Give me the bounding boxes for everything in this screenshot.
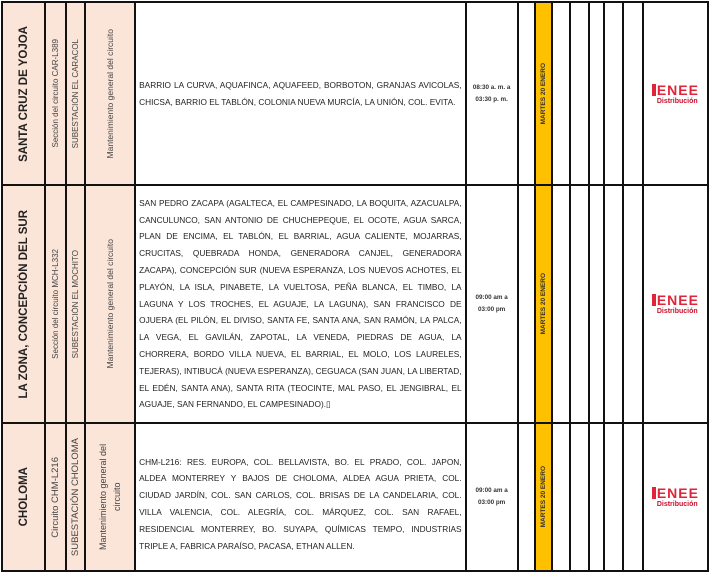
blank-cell <box>623 423 643 571</box>
blank-cell <box>589 423 604 571</box>
activity-label: Mantenimiento general del circuito <box>98 443 123 551</box>
municipality-name: SANTA CRUZ DE YOJOA <box>17 25 30 162</box>
table-row <box>2 2 708 185</box>
enee-logo-mark-icon <box>652 294 656 306</box>
blank-cell <box>570 2 589 185</box>
date-cell <box>535 2 552 185</box>
areas-cell <box>135 2 465 185</box>
enee-logo: ENEE Distribución <box>652 83 699 105</box>
table-row <box>2 423 708 571</box>
blank-cell <box>552 423 570 571</box>
areas-cell <box>135 185 465 423</box>
substation-cell <box>66 423 85 571</box>
circuit-label: Sección del circuito MCH-L332 <box>51 249 61 359</box>
blank-cell <box>518 185 535 423</box>
date-cell <box>535 423 552 571</box>
blank-cell <box>604 185 623 423</box>
blank-cell <box>604 2 623 185</box>
time-cell <box>466 185 518 423</box>
activity-cell <box>85 2 135 185</box>
substation-label: SUBESTACIÓN CHOLOMA <box>70 437 82 557</box>
substation-label: SUBESTACIÓN EL MOCHITO <box>71 249 81 359</box>
blank-cell <box>604 423 623 571</box>
circuit-cell <box>45 2 66 185</box>
activity-label: Mantenimiento general del circuito <box>105 239 116 369</box>
blank-cell <box>570 423 589 571</box>
substation-cell <box>66 185 85 423</box>
time-end: 03:00 pm <box>477 306 506 313</box>
blank-cell <box>552 2 570 185</box>
logo-cell <box>643 423 708 571</box>
municipality-name: LA ZONA, CONCEPCIÓN DEL SUR <box>17 209 30 399</box>
municipality-cell <box>2 2 45 185</box>
time-start: 09:00 am a <box>475 294 508 301</box>
time-cell <box>466 423 518 571</box>
enee-logo: ENEE Distribución <box>652 486 699 508</box>
blank-cell <box>570 185 589 423</box>
enee-logo-mark-icon <box>652 487 656 499</box>
circuit-label: Sección del circuito CAR-L389 <box>51 39 61 148</box>
blank-cell <box>589 185 604 423</box>
municipality-cell <box>2 423 45 571</box>
blank-cell <box>518 423 535 571</box>
circuit-label: Circuito CHM-L216 <box>50 456 62 538</box>
substation-label: SUBESTACIÓN EL CARACOL <box>71 38 81 149</box>
affected-areas: CHM-L216: RES. EUROPA, COL. BELLAVISTA, BO. EL PRADO, COL. JAPON, ALDEA MONTERREY Y BAJOS DE CHOLOMA, ALDEA AGUA PRIETA, COL. CIUDAD JARDÍN, COL. SAN CARLOS, COL. BRISAS DE LA CANDELARIA, COL. VILLA VALENCIA, COL. ALEGRÍA, COL. MÁRQUEZ, COL. SAN RAFAEL, RESIDENCIAL MONTERREY, BO. SUYAPA, QUÍMICAS TEMPO, INDUSTRIAS TRIPLE A, FABRICA PARAÍSO, PACASA, ETHAN ALLEN. <box>139 456 462 551</box>
circuit-cell <box>45 185 66 423</box>
blank-cell <box>589 2 604 185</box>
time-end: 03:30 p. m. <box>475 95 508 103</box>
date-cell <box>535 185 552 423</box>
blank-cell <box>623 185 643 423</box>
blank-cell <box>518 2 535 185</box>
municipality-cell <box>2 185 45 423</box>
logo-cell <box>643 185 708 423</box>
time-end: 03:00 pm <box>477 499 506 506</box>
substation-cell <box>66 2 85 185</box>
outage-schedule-table <box>1 1 709 572</box>
affected-areas: BARRIO LA CURVA, AQUAFINCA, AQUAFEED, BORBOTON, GRANJAS AVICOLAS, CHICSA, BARRIO EL TABLÓN, COLONIA NUEVA MURCÍA, LA UNIÓN, COL. EVITA. <box>139 79 462 107</box>
activity-cell <box>85 423 135 571</box>
time-cell <box>466 2 518 185</box>
activity-label: Mantenimiento general del circuito <box>105 28 116 159</box>
time-start: 08:30 a. m. a <box>472 83 511 91</box>
enee-logo-mark-icon <box>652 84 656 96</box>
date-label: MARTES 20 ENERO <box>539 273 547 335</box>
circuit-cell <box>45 423 66 571</box>
date-label: MARTES 20 ENERO <box>539 62 547 125</box>
activity-cell <box>85 185 135 423</box>
municipality-name: CHOLOMA <box>17 467 30 527</box>
blank-cell <box>623 2 643 185</box>
logo-cell <box>643 2 708 185</box>
areas-cell <box>135 423 465 571</box>
enee-logo: ENEE Distribución <box>652 293 699 315</box>
date-label: MARTES 20 ENERO <box>539 466 547 528</box>
affected-areas: SAN PEDRO ZACAPA (AGALTECA, EL CAMPESINADO, LA BOQUITA, AZACUALPA, CANCULUNCO, SAN ANTONIO DE CHUCHEPEQUE, EL OCOTE, AGUA SARCA, PLAN DE ENCIMA, EL TABLÓN, EL BARRIAL, AGUA CALIENTE, MOJARRAS, CRUCITAS, QUEBRADA HONDA, GENERADORA CANJEL, GENERADORA ZACAPA), CONCEPCIÓN SUR (NUEVA ESPERANZA, LOS NUEVOS ACHOTES, EL PLAYÓN, LA ISLA, PINABETE, LA VUELTOSA, PEÑA BLANCA, EL TIMBO, LA LAGUNA Y LOS TROCHES, EL AGUAJE, LA LAGUNA), SAN FRANCISCO DE OJUERA (EL PILÓN, EL DIVISO, SANTA FE, SANTA ANA, SAN RAMÓN, LA PALCA, LA VEGA, EL GAVILÁN, ZAPOTAL, LA VENEDA, PIEDRAS DE AGUA, LA CHORRERA, BORDO VILLA NUEVA, EL BARRIAL, EL MOLO, LOS LAURELES, TEJERAS), INTIBUCÁ (NUEVA ESPERANZA), CEGUACA (SAN JUAN, LA LIBERTAD, EL EDÉN, SANTA ANA), SANTA RITA (TEOCINTE, MAL PASO, EL JENGIBRAL, EL AGUAJE, SAN FERNANDO, EL CAMPESINADO).▯ <box>139 197 462 410</box>
blank-cell <box>552 185 570 423</box>
table-row <box>2 185 708 423</box>
time-start: 09:00 am a <box>475 487 508 494</box>
